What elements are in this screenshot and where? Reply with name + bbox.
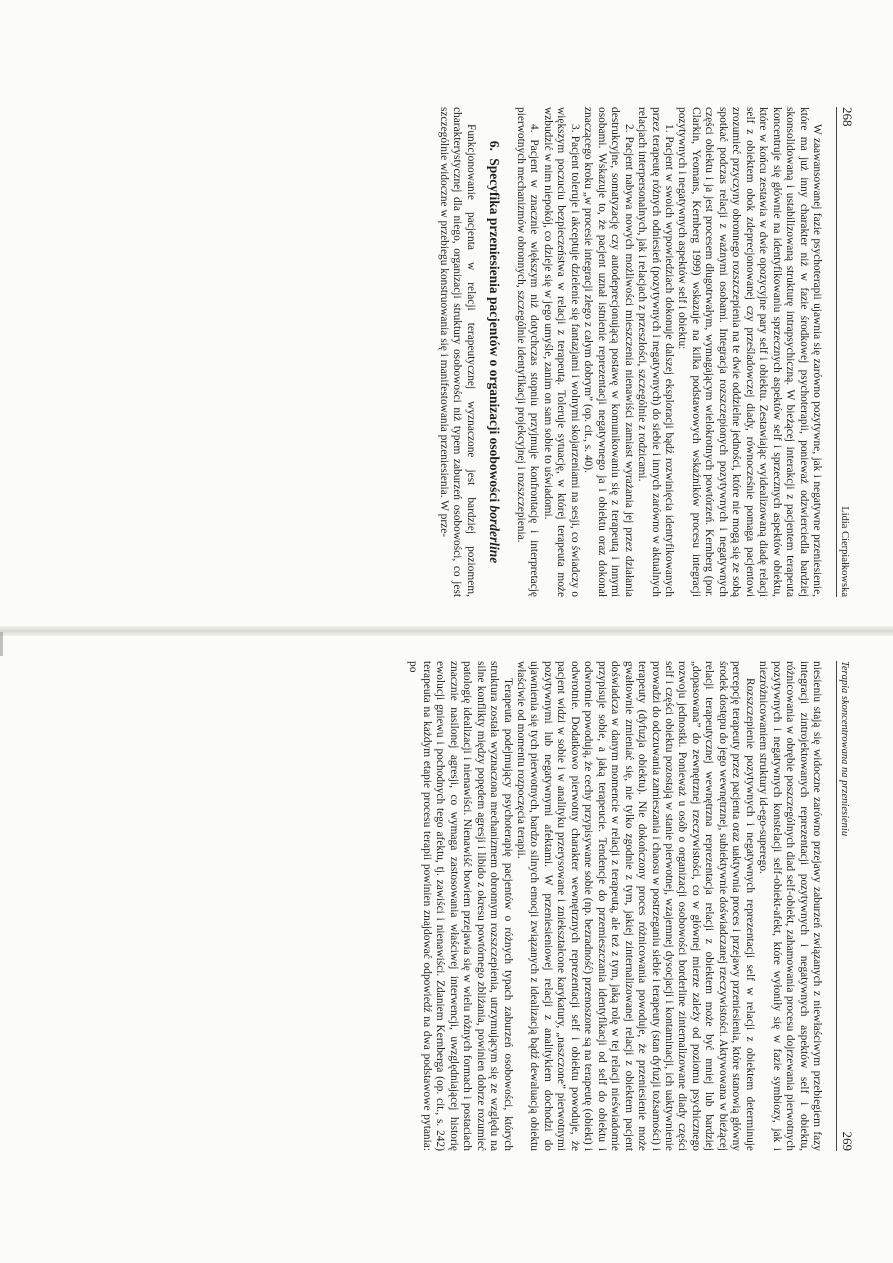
section-title-emphasis: borderline xyxy=(486,505,502,564)
right-running-head xyxy=(836,661,855,1151)
paragraph: Rozszczepienie pozytywnych i negatywnych reprezentacji self w relacji z obiektem determinuje percepcję terapeuty przez pacjenta oraz uaktywnia proces i przejawy przeniesienia, które stanowią główny środek dostępu do jego wewnętrznej, subiektywnie doświadczanej rzeczywistości. Aktywowana w bieżącej relacji terapeutycznej wewnętrzna reprezentacja relacji z obiektem może być mniej lub bardziej „dopasowana” do zewnętrznej rzeczywistości, co w głównej mierze zależy od poziomu psychicznego rozwoju jednostki. Ponieważ u osób o organizacji osobowości borderline zinternalizowane diady części self i części obiektu pozostają w stanie pierwotnej, wzajemnej dysocjacji i kontaminacji, ich uaktywnienie prowadzi do odczuwania zamieszania i chaosu w postrzeganiu siebie i terapeuty (stan dyfuzji tożsamości) i terapeuty (dyfuzja obiektu). Nie dokończony proces różnicowania powoduje, że przeniesienie może gwałtownie zmieniać się, nie tylko zgodnie z tym, jakiej zinternalizowanej relacji z obiektem pacjent doświadcza w danym momencie w relacji z terapeutą, ale też z tym, jaką rolę w tej relacji nieświadomie przypisuje sobie, a jaką terapeucie. Tendencje do przemieszczania identyfikacji od self do obiektu i odwrotnie powodują, że cechy przypisywane sobie (np. bezradność) przenoszone są na terapeutę (obiekt) i odwrotnie. Dodatkowo pierwotny charakter wewnętrznych reprezentacji self i obiektu powoduje, że pacjent widzi w sobie i w analityku przerysowane i zniekształcone karykatury, „naszczone” pierwotnymi pozytywnymi lub negatywnymi afektami. W przeniesieniowej relacji z analitykiem dochodzi do ujawnienia się tych pierwotnych, bardzo silnych emocji związanych z idealizacją bądź dewaluacją obiektu właściwie od momentu rozpoczęcia terapii. xyxy=(515,661,756,1151)
left-running-head xyxy=(836,107,855,597)
right-running-title: Terapia skoncentrowana na przeniesieniu xyxy=(839,661,850,837)
section-heading xyxy=(486,107,502,597)
paragraph: 1. Pacjent w swoich wypowiedziach dokonuje dalszej eksploracji bądź rozwinięcia identyfikowanych przez terapeutę różnych odniesień (pozytywnych i negatywnych) do siebie i innych zarówno w aktualnych relacjach interpersonalnych, jak i relacjach z przeszłości, szczególnie z rodzicami. xyxy=(636,107,676,597)
section-number: 6. xyxy=(486,140,502,151)
left-running-title: Lidia Cierpiałkowska xyxy=(839,506,850,597)
left-page-number: 268 xyxy=(840,107,855,127)
paragraph: niesieniu stają się widoczne zarówno przejawy zaburzeń związanych z niewłaściwym przebiegiem fazy integracji zintrojektowanych reprezentacji pozytywnych i negatywnych aspektów self i obiektu, różnicowania w obrębie poszczególnych diad self-obiekt, zahamowania procesu dojrzewania pierwotnych pozytywnych i negatywnych konstelacji self-obiekt-afekt, które wyłoniły się w fazie symbiozy, jak i niezróżnicowaniem struktury id-ego-superego. xyxy=(757,661,823,1151)
right-page xyxy=(0,632,893,1263)
right-page-number: 269 xyxy=(840,1131,855,1151)
left-page-body xyxy=(436,107,823,597)
paragraph: W zaawansowanej fazie psychoterapii ujawnia się zarówno pozytywne, jak i negatywne przeniesienie, które ma już inny charakter niż w fazie środkowej psychoterapii, ponieważ odzwierciedla bardziej skonsolidowaną i ustabilizowaną strukturę intrapsychiczną. W bieżącej interakcji z pacjentem terapeuta koncentruje się głównie na identyfikowaniu sprzecznych aspektów self i sprzecznych aspektów obiektu, które w końcu zestawia w dwie opozycyjne pary self i obiektu. Zestawiając wyidealizowaną diadę relacji self z obiektem obok zdeprecjonowanej czy prześladowczej diady, równocześnie pomaga pacjentowi zrozumieć przyczyny obronnego rozszczepienia na te dwie oddzielne jedności, które nie mogą się ze sobą spotkać podczas relacji z ważnymi osobami. Integracja rozszczepionych pozytywnych i negatywnych części obiektu i ja jest procesem długotrwałym, wymagającym wielokrotnych powtórzeń. Kernberg (por. Clarkin, Yeomans, Kernberg 1999) wskazuje na kilka podstawowych wskaźników procesu integracji pozytywnych i negatywnych aspektów self i obiektu: xyxy=(676,107,823,597)
paragraph: Funkcjonowanie pacjenta w relacji terapeutycznej wyznaczone jest bardziej poziomem, charakterystycznej dla niego, organizacji struktury osobowości niż typem zaburzeń osobowości, co jest szczególnie widoczne w przebiegu konstruowania się i manifestowania przeniesienia. W prze- xyxy=(437,107,477,597)
paragraph: 3. Pacjent toleruje i akceptuje dzielenie się fantazjami i wolnymi skojarzeniami na sesji, co świadczy o większym poczuciu bezpieczeństwa w relacji z terapeutą. Toleruje sytuację, w której terapeuta może wzbudzić w nim niepokój, co dzieje się w jego umyśle, zanim on sam sobie to uświadomi. xyxy=(541,107,581,597)
right-page-body xyxy=(406,661,823,1151)
paragraph: Terapeuta podejmujący psychoterapię pacjentów o różnych typach zaburzeń osobowości, których struktura została wyznaczona mechanizmem obronnym rozszczepienia, utrzymującym się ze względu na silne konflikty między popędem agresji i libido z okresu powtórnego zbliżania, powinien dobrze rozumieć patologię idealizacji i nienawiści. Nienawiść bowiem przejawia się w wielu różnych formach i postaciach znacznie nasilonej agresji, co wymaga zastosowania właściwej interwencji, uwzględniającej historię ewolucji gniewu i pochodnych tego afektu, tj. zawiści i nienawiści. Zdaniem Kernberga (op. cit., s. 242) terapeuta na każdym etapie procesu terapii powinien znajdować odpowiedź na dwa podstawowe pytania: po xyxy=(407,661,514,1151)
paragraph: 2. Pacjent nabywa nowych możliwości mieszczenia nienawiści zamiast wyrażania jej przez działania destrukcyjne, somatyzację czy autodeprecjonującą postawę w komunikowaniu się z terapeutą i innymi osobami. Wskazuje to, że pacjent uznał istnienie reprezentacji negatywnego ja i obiektu oraz dokonał znaczącego kroku „w procesie integracji złego z całym dobrym” (op. cit., s. 40). xyxy=(582,107,635,597)
scan-smudge xyxy=(0,632,3,656)
paragraph: 4. Pacjent w znacznie większym niż dotychczas stopniu przyjmuje konfrontację i interpretację pierwotnych mechanizmów obronnych, szczególnie identyfikacji projekcyjnej i rozszczepienia. xyxy=(515,107,541,597)
section-title: Specyfika przeniesienia pacjentów o organizacji osobowości xyxy=(486,158,502,503)
